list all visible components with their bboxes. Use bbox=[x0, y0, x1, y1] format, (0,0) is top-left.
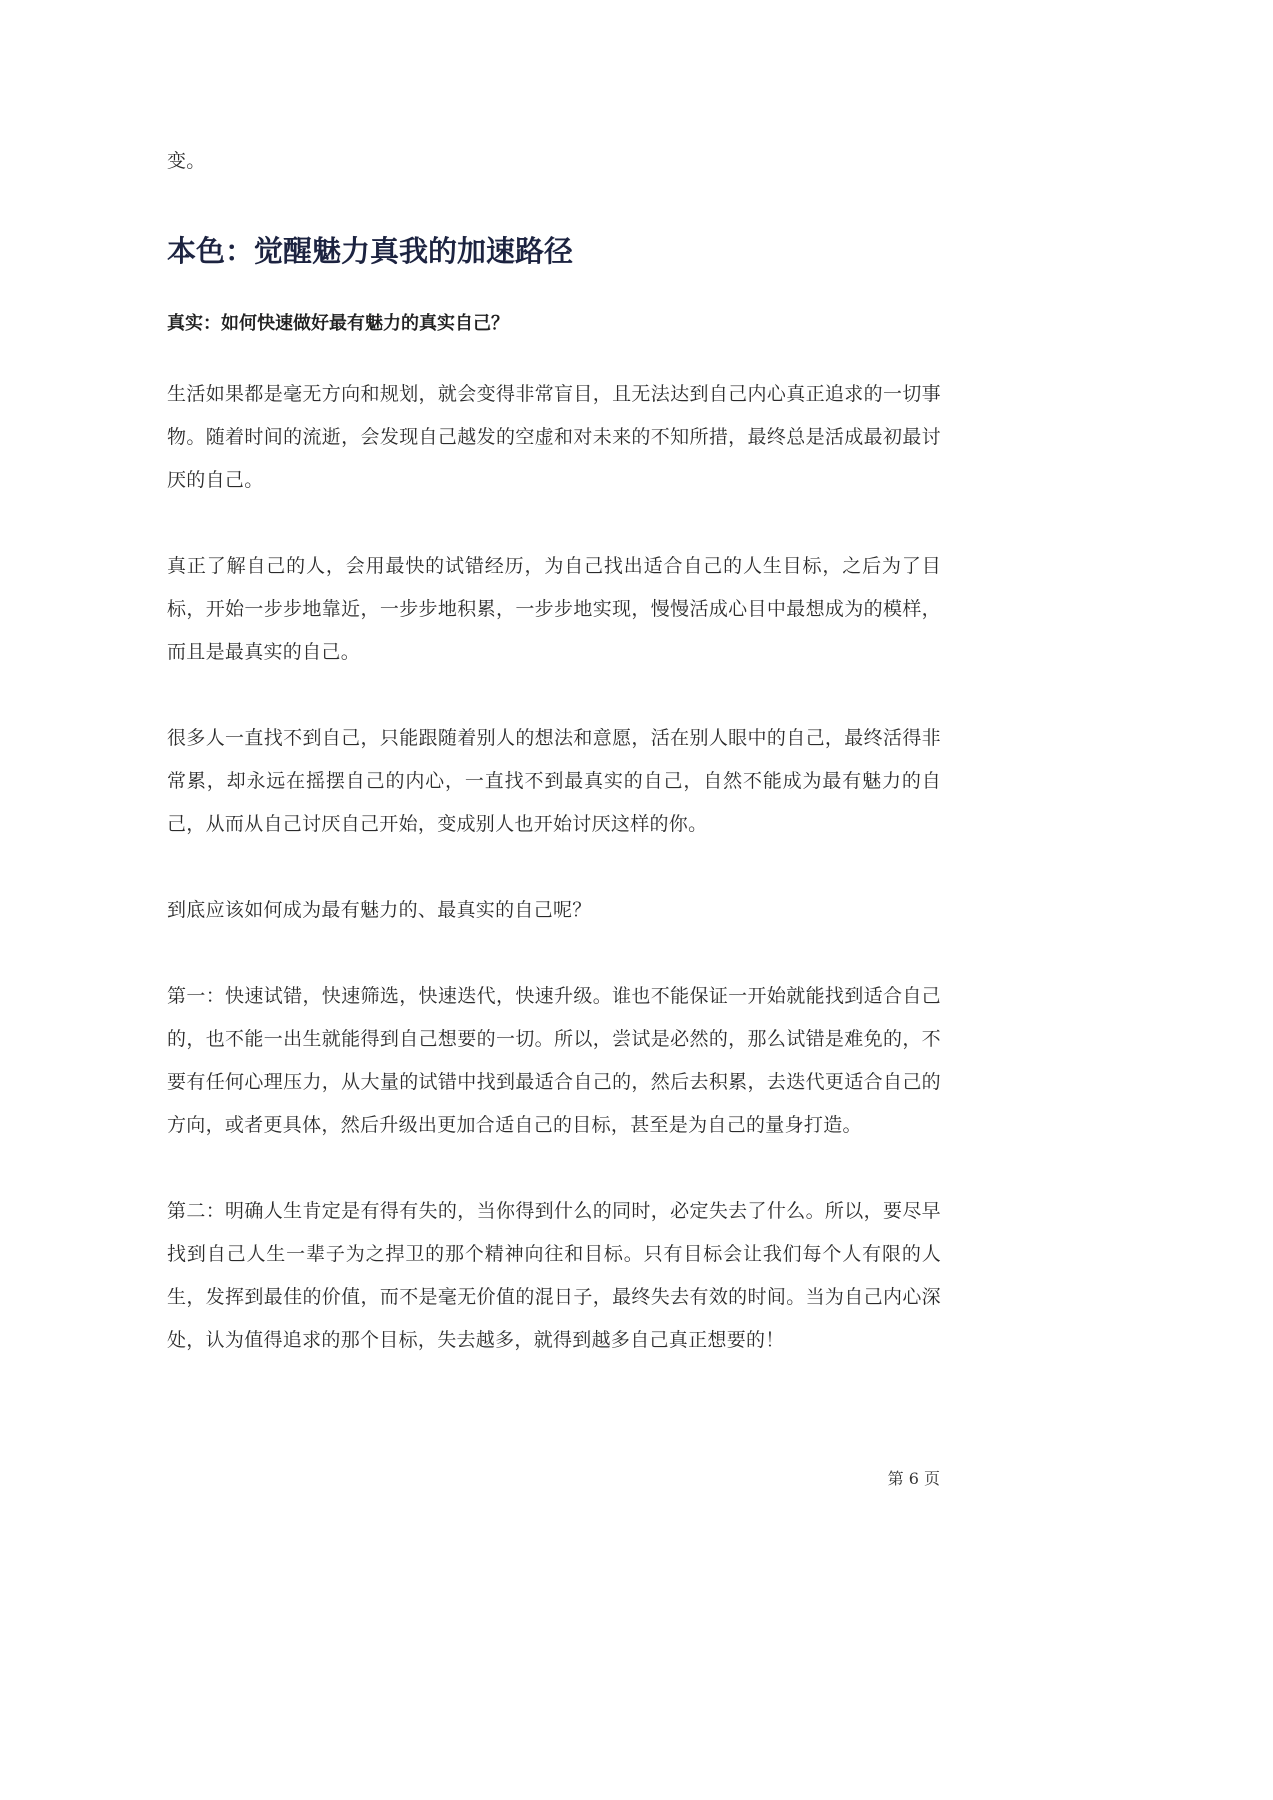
continued-text: 变。 bbox=[167, 150, 206, 172]
paragraph: 很多人一直找不到自己，只能跟随着别人的想法和意愿，活在别人眼中的自己，最终活得非常累，却永远在摇摆自己的内心，一直找不到最真实的自己，自然不能成为最有魅力的自己，从而从自己讨厌自己开始，变成别人也开始讨厌这样的你。 bbox=[167, 727, 941, 835]
paragraph: 生活如果都是毫无方向和规划，就会变得非常盲目，且无法达到自己内心真正追求的一切事物。随着时间的流逝，会发现自己越发的空虚和对未来的不知所措，最终总是活成最初最讨厌的自己。 bbox=[167, 383, 941, 491]
paragraph: 第一：快速试错，快速筛选，快速迭代，快速升级。谁也不能保证一开始就能找到适合自己的，也不能一出生就能得到自己想要的一切。所以，尝试是必然的，那么试错是难免的，不要有任何心理压力，从大量的试错中找到最适合自己的，然后去积累，去迭代更适合自己的方向，或者更具体，然后升级出更加合适自己的目标，甚至是为自己的量身打造。 bbox=[167, 985, 941, 1136]
section-title: 本色：觉醒魅力真我的加速路径 bbox=[167, 234, 574, 268]
paragraph: 第二：明确人生肯定是有得有失的，当你得到什么的同时，必定失去了什么。所以，要尽早找到自己人生一辈子为之捍卫的那个精神向往和目标。只有目标会让我们每个人有限的人生，发挥到最佳的价值，而不是毫无价值的混日子，最终失去有效的时间。当为自己内心深处，认为值得追求的那个目标，失去越多，就得到越多自己真正想要的！ bbox=[167, 1200, 941, 1351]
paragraph: 真正了解自己的人，会用最快的试错经历，为自己找出适合自己的人生目标，之后为了目标，开始一步步地靠近，一步步地积累，一步步地实现，慢慢活成心目中最想成为的模样，而且是最真实的自己。 bbox=[167, 555, 941, 663]
page-content bbox=[167, 140, 941, 1362]
page-number: 第 6 页 bbox=[887, 1469, 940, 1488]
subsection-title: 真实：如何快速做好最有魅力的真实自己？ bbox=[167, 313, 509, 334]
paragraph: 到底应该如何成为最有魅力的、最真实的自己呢？ bbox=[167, 899, 592, 921]
